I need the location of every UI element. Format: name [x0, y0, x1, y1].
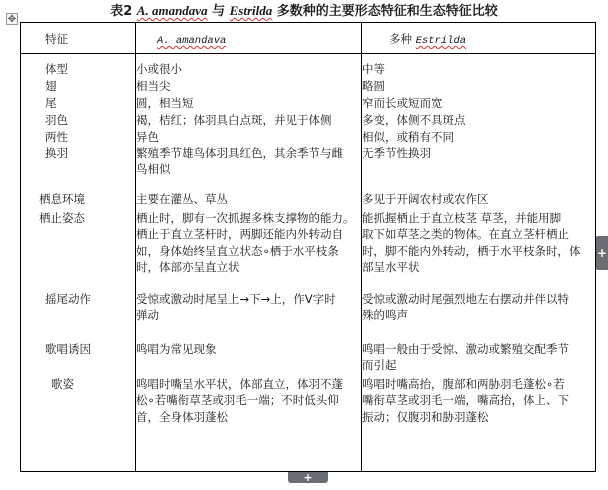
cell-line: 取下如草茎之类的物体。在直立茎杆栖止: [362, 227, 569, 242]
caption-suffix: 多数种的主要形态特征和生态特征比较: [272, 4, 498, 19]
comparison-table: [20, 22, 596, 472]
row-feature-label: 歌姿: [51, 377, 74, 391]
cell-line: 栖止于直立茎杆时，两脚还能内外转动自: [136, 227, 343, 242]
cell-line: 嘴衔草茎或羽毛一端，嘴高抬，体上、下: [362, 393, 569, 408]
row-value-species-a: [136, 145, 343, 178]
cell-line: 无季节性换羽: [362, 146, 431, 160]
add-row-handle-icon[interactable]: +: [288, 472, 328, 483]
row-feature-label: 栖止姿态: [39, 211, 85, 225]
cell-line: 鸣唱为常见现象: [136, 342, 217, 356]
header-feature: 特征: [45, 32, 68, 46]
cell-line: 如，身体始终呈直立状态∘栖于水平枝条: [136, 243, 339, 258]
row-value-species-a: [136, 129, 159, 145]
cell-line: 能抓握栖止于直立枝茎 草茎，并能用脚: [362, 211, 562, 225]
cell-line: 鸟相似: [136, 162, 171, 177]
header-species-b-name: Estrilda: [415, 35, 467, 47]
cell-line: 首，全身体羽蓬松: [136, 409, 228, 424]
cell-line: 多见于开阔农村或农作区: [362, 192, 489, 206]
cell-line: 多变，体侧不具斑点: [362, 113, 466, 127]
cell-line: 振动；仅腹羽和胁羽蓬松: [362, 409, 489, 424]
row-value-species-a: [136, 376, 343, 425]
cell-line: 弹动: [136, 308, 159, 323]
cell-line: 鸣唱时嘴呈水平状，体部直立，体羽不蓬: [136, 377, 343, 391]
row-feature-label: 栖息环境: [39, 192, 85, 206]
row-value-species-b: [362, 129, 454, 145]
caption-genus-name: Estrilda: [229, 3, 273, 18]
cell-line: 受惊或激动时尾呈上→下→上，作V字时: [136, 292, 336, 306]
row-value-species-a: [136, 61, 182, 77]
cell-line: 相似，或稍有不同: [362, 130, 454, 144]
cell-line: 时，脚不能内外转动，栖于水平枝条时，体: [362, 243, 581, 258]
caption-conjunction: 与: [207, 4, 230, 19]
cell-line: 受惊或激动时尾强烈地左右摆动并伴以特: [362, 292, 569, 306]
cell-line: 窄而长或短而宽: [362, 96, 443, 110]
row-value-species-a: [136, 78, 171, 94]
cell-line: 繁殖季节雄鸟体羽具红色，其余季节与雌: [136, 146, 343, 160]
row-feature-label: 体型: [45, 62, 68, 76]
cell-line: 鸣唱时嘴高抬，腹部和两胁羽毛蓬松∘若: [362, 377, 565, 391]
cell-line: 鸣唱一般由于受惊、激动或繁殖交配季节: [362, 342, 569, 356]
cell-line: 时，体部亦呈直立状: [136, 259, 240, 274]
row-feature-label: 歌唱诱因: [45, 342, 91, 356]
cell-line: 褐，桔红；体羽具白点斑，并见于体侧: [136, 113, 332, 127]
row-feature-label: 两性: [45, 130, 68, 144]
row-feature-label: 羽色: [45, 113, 68, 127]
cell-line: 小或很小: [136, 62, 182, 76]
header-species-b: [389, 31, 466, 49]
cell-line: 栖止时，脚有一次抓握多株支撑物的能力。: [136, 211, 355, 225]
cell-line: 异色: [136, 130, 159, 144]
header-divider: [21, 53, 595, 54]
row-value-species-a: [136, 95, 194, 111]
header-species-b-prefix: 多种: [389, 32, 416, 46]
row-value-species-b: [362, 112, 466, 128]
row-value-species-a: [136, 112, 332, 128]
row-feature-label: 摇尾动作: [45, 292, 91, 306]
cell-line: 部呈水平状: [362, 259, 420, 274]
row-value-species-b: [362, 376, 569, 425]
row-value-species-a: [136, 291, 336, 324]
cell-line: 相当尖: [136, 79, 171, 93]
cell-line: 松∘若嘴衔草茎或羽毛一端；不时低头仰: [136, 393, 339, 408]
row-value-species-a: [136, 191, 228, 207]
caption-species-name: A. amandava: [136, 3, 208, 18]
cell-line: 圆，相当短: [136, 96, 194, 110]
cell-line: 中等: [362, 62, 385, 76]
header-species-a: [157, 31, 226, 49]
row-value-species-b: [362, 95, 443, 111]
cell-line: 而引起: [362, 358, 397, 373]
table-caption: [0, 3, 608, 20]
row-value-species-b: [362, 191, 489, 207]
row-value-species-b: [362, 145, 431, 161]
row-feature-label: 翅: [45, 79, 57, 93]
row-feature-label: 尾: [45, 96, 57, 110]
cell-line: 略圆: [362, 79, 385, 93]
cell-line: 主要在灌丛、草丛: [136, 192, 228, 206]
row-value-species-b: [362, 78, 385, 94]
caption-prefix: 表2: [110, 4, 137, 19]
cell-line: 殊的鸣声: [362, 308, 408, 323]
row-value-species-b: [362, 61, 385, 77]
header-species-a-name: A. amandava: [157, 35, 227, 47]
row-value-species-b: [362, 341, 569, 374]
row-feature-label: 换羽: [45, 146, 68, 160]
table-move-handle-icon[interactable]: ✥: [7, 14, 17, 25]
row-value-species-a: [136, 210, 355, 275]
row-value-species-b: [362, 291, 569, 324]
row-value-species-b: [362, 210, 581, 275]
row-value-species-a: [136, 341, 217, 357]
add-column-handle-icon[interactable]: +: [596, 236, 608, 270]
